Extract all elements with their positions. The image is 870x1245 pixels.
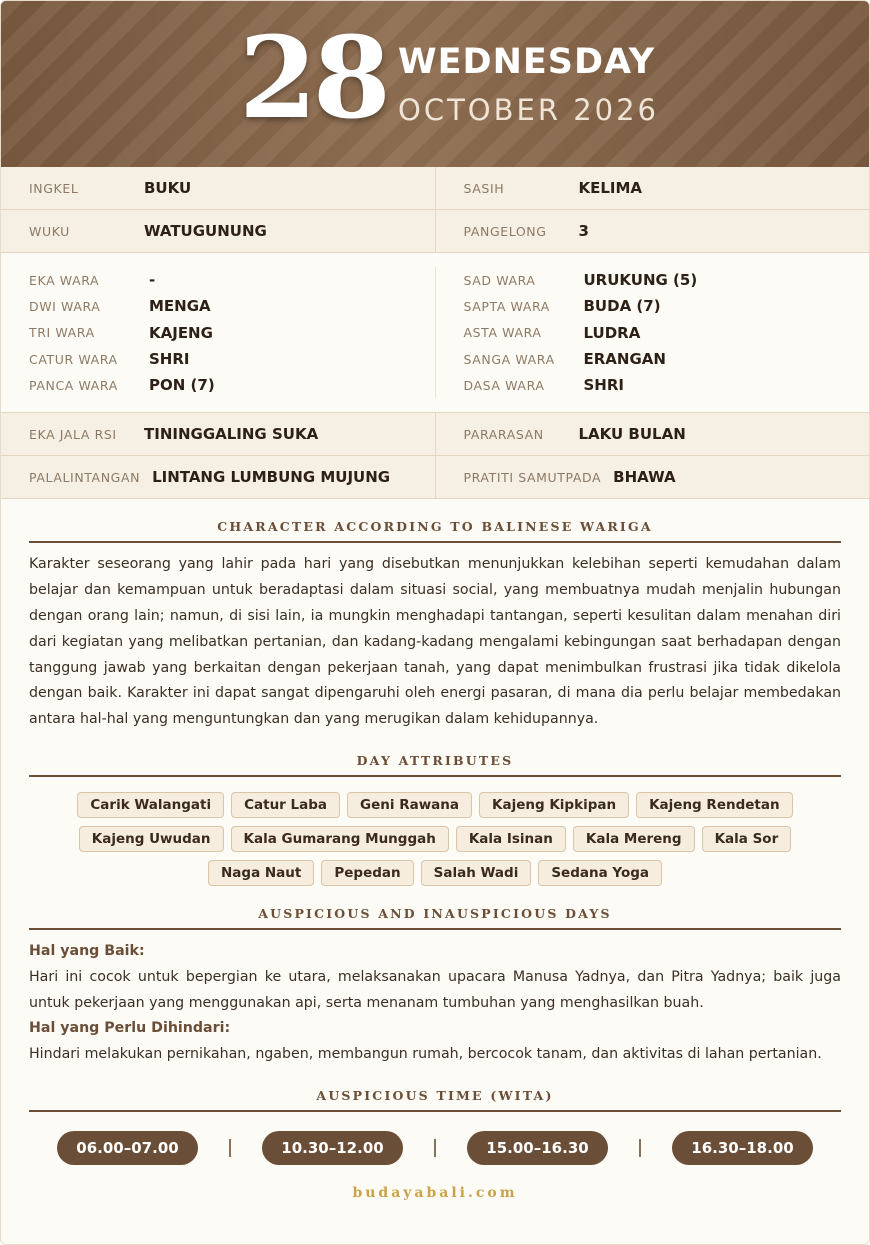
good-text: Hari ini cocok untuk bepergian ke utara, melaksanakan upacara Manusa Yadnya, dan Pitra Yadnya; baik juga untuk pekerjaan yang menggunakan api, serta menanam tumbuhan yang menghasilkan buah. — [29, 968, 841, 1011]
wara-label: SAPTA WARA — [463, 298, 550, 314]
wara-row — [464, 267, 870, 293]
wara-column-right — [435, 267, 870, 398]
wara-row — [464, 320, 870, 346]
footer-brand[interactable]: budayabali.com — [352, 1185, 518, 1202]
good-label: Hal yang Baik: — [29, 943, 145, 960]
wara-row — [464, 346, 870, 372]
info-value: BUKU — [144, 179, 192, 197]
wara-value: LUDRA — [583, 323, 641, 342]
attribute-tag: Sedana Yoga — [538, 860, 662, 886]
time-slot: 16.30–18.00 — [672, 1131, 813, 1165]
wara-label: DWI WARA — [29, 298, 101, 314]
wara-label: SAD WARA — [463, 272, 536, 288]
attribute-tag: Carik Walangati — [77, 792, 224, 818]
avoid-text: Hindari melakukan pernikahan, ngaben, membangun rumah, bercocok tanam, dan aktivitas di lahan pertanian. — [29, 1046, 822, 1063]
time-separator — [434, 1139, 436, 1157]
info-label: SASIH — [463, 180, 505, 196]
attribute-tag: Kajeng Rendetan — [636, 792, 793, 818]
wara-label: EKA WARA — [29, 272, 100, 288]
attribute-tags — [1, 792, 869, 886]
info-cell — [435, 167, 870, 209]
info-label: WUKU — [29, 223, 70, 239]
attribute-tag: Salah Wadi — [421, 860, 532, 886]
attribute-tag: Geni Rawana — [347, 792, 472, 818]
attribute-tag: Catur Laba — [231, 792, 340, 818]
section-title: CHARACTER ACCORDING TO BALINESE WARIGA — [217, 519, 653, 535]
info-value: BHAWA — [613, 468, 676, 487]
wara-value: URUKUNG (5) — [583, 271, 698, 290]
wara-row — [29, 372, 435, 398]
wara-table — [1, 253, 869, 413]
info-row-palalintangan — [1, 456, 869, 499]
wara-column-left — [1, 267, 435, 398]
info-value: LAKU BULAN — [578, 425, 686, 444]
attribute-tag: Pepedan — [321, 860, 413, 886]
info-row-wuku — [1, 210, 869, 253]
section-title: DAY ATTRIBUTES — [356, 753, 514, 769]
time-separator — [639, 1139, 641, 1157]
time-separator — [229, 1139, 231, 1157]
time-slot: 15.00–16.30 — [467, 1131, 608, 1165]
wara-label: CATUR WARA — [29, 351, 118, 367]
wara-label: DASA WARA — [463, 377, 545, 393]
info-value: KELIMA — [578, 179, 643, 197]
info-label: PARARASAN — [463, 426, 544, 442]
info-row-eka-jala-rsi — [1, 413, 869, 456]
date-header — [1, 1, 869, 167]
section-title: AUSPICIOUS TIME (WITA) — [316, 1088, 554, 1104]
time-slot: 06.00–07.00 — [57, 1131, 198, 1165]
wara-row — [464, 293, 870, 319]
wara-row — [29, 346, 435, 372]
info-cell — [435, 456, 870, 498]
info-cell — [1, 167, 435, 209]
wara-row — [29, 267, 435, 293]
info-cell — [1, 456, 435, 498]
character-section — [1, 519, 869, 733]
section-divider — [29, 541, 841, 543]
attributes-section — [1, 753, 869, 886]
info-value: 3 — [578, 222, 589, 240]
avoid-label: Hal yang Perlu Dihindari: — [29, 1020, 231, 1037]
section-title: AUSPICIOUS AND INAUSPICIOUS DAYS — [258, 906, 612, 922]
attribute-tag: Kajeng Uwudan — [79, 826, 224, 852]
wara-label: ASTA WARA — [463, 325, 542, 341]
wara-row — [29, 320, 435, 346]
wara-row — [464, 372, 870, 398]
attribute-tag: Kala Sor — [702, 826, 792, 852]
section-divider — [29, 775, 841, 777]
attribute-tag: Naga Naut — [208, 860, 314, 886]
info-value: TININGGALING SUKA — [144, 425, 319, 444]
wara-value: BUDA (7) — [583, 297, 661, 316]
time-slot: 10.30–12.00 — [262, 1131, 403, 1165]
info-label: PALALINTANGAN — [29, 469, 141, 485]
info-row-ingkel — [1, 167, 869, 210]
info-cell — [435, 413, 870, 455]
section-divider — [29, 928, 841, 930]
wara-value: PON (7) — [149, 376, 215, 395]
days-section — [1, 906, 869, 1068]
wara-value: - — [149, 271, 156, 290]
info-value: LINTANG LUMBUNG MUJUNG — [152, 468, 391, 487]
attribute-tag: Kajeng Kipkipan — [479, 792, 629, 818]
info-label: PRATITI SAMUTPADA — [463, 469, 602, 485]
section-divider — [29, 1110, 841, 1112]
times-section — [1, 1088, 869, 1165]
attribute-tag: Kala Mereng — [573, 826, 695, 852]
wara-row — [29, 293, 435, 319]
info-cell — [435, 210, 870, 252]
wara-value: SHRI — [149, 350, 190, 369]
info-label: INGKEL — [29, 180, 79, 196]
wara-label: PANCA WARA — [29, 377, 118, 393]
wara-value: MENGA — [149, 297, 211, 316]
wara-label: SANGA WARA — [463, 351, 555, 367]
wara-label: TRI WARA — [29, 325, 95, 341]
info-cell — [1, 413, 435, 455]
month-year: OCTOBER 2026 — [398, 93, 660, 127]
time-slots — [1, 1131, 869, 1165]
day-number: 28 — [239, 13, 387, 144]
info-label: EKA JALA RSI — [29, 426, 117, 442]
attribute-tag: Kala Gumarang Munggah — [231, 826, 449, 852]
info-value: WATUGUNUNG — [144, 222, 267, 240]
info-cell — [1, 210, 435, 252]
info-label: PANGELONG — [463, 223, 547, 239]
weekday: WEDNESDAY — [398, 42, 656, 82]
wara-value: KAJENG — [149, 323, 213, 342]
attribute-tag: Kala Isinan — [456, 826, 566, 852]
wara-value: SHRI — [583, 376, 624, 395]
character-text: Karakter seseorang yang lahir pada hari yang disebutkan menunjukkan kelebihan seperti kemudahan dalam belajar dan kemampuan untuk beradaptasi dalam situasi social, yang membuatnya mudah menjalin hubungan dengan orang lain; namun, di sisi lain, ia mungkin menghadapi tantangan, seperti kesulitan dalam menahan diri dari kegiatan yang melibatkan pertanian, dan kadang-kadang mengalami kebingungan saat berhadapan dengan tanggung jawab yang berkaitan dengan pekerjaan tanah, yang dapat menimbulkan frustrasi jika tidak dikelola dengan baik. Karakter ini dapat sangat dipengaruhi oleh energi pasaran, di mana dia perlu belajar membedakan antara hal-hal yang menguntungkan dan yang merugikan dalam kehidupannya. — [29, 556, 841, 728]
wara-value: ERANGAN — [583, 350, 666, 369]
